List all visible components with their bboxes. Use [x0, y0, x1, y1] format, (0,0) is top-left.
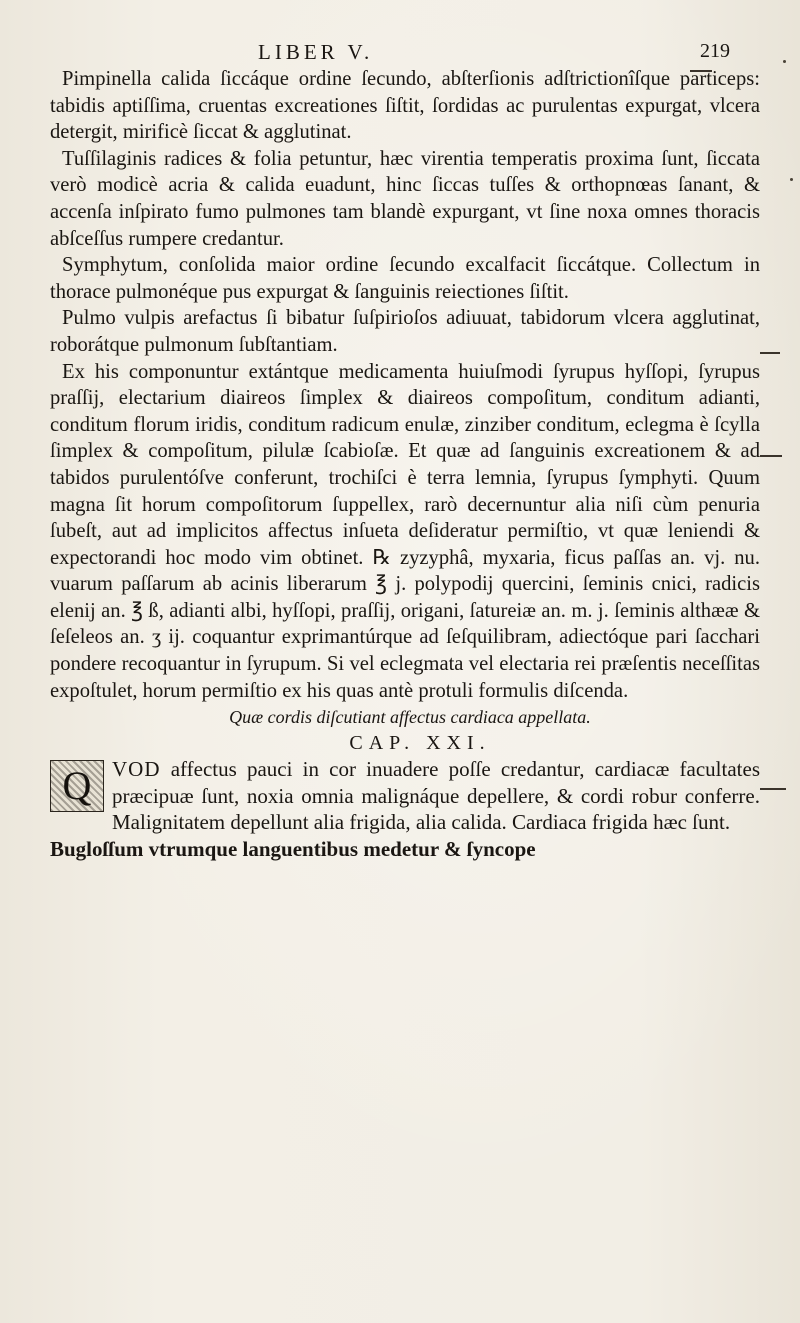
- running-head: [50, 40, 760, 64]
- paragraph-pulmo-vulpis: Pulmo vulpis arefactus ſi bibatur ſuſpirioſos adiuuat, tabidorum vlcera agglutinat, roborátque pulmonum ſubſtantiam.: [50, 307, 760, 356]
- opening-text: affectus pauci in cor inuadere poſſe credantur, cardiacæ facultates præcipuæ ſunt, noxia omnia malignáque depellere, & cordi robur conferre. Malignitatem depellunt alia frigida, alia calida. Cardiaca frigida hæc ſunt.: [112, 757, 760, 835]
- catchline-buglossum: Bugloſſum vtrumque languentibus medetur & ſyncope: [50, 836, 536, 861]
- chapter-subtitle: Quæ cordis diſcutiant affectus cardiaca appellata.: [229, 707, 591, 728]
- chapter-opening-paragraph: [50, 756, 760, 836]
- paragraph-tussilago: Tuſſilaginis radices & folia petuntur, hæc virentia temperatis proxima ſunt, ſiccata verò modicè acria & calida euadunt, hinc ſiccas tuſſes & orthopnœas ſanant, & accenſa inſpirato fumo pulmones tam blandè expurgant, vt ſine noxa omnes thoracis abſceſſus rumpere credantur.: [50, 147, 760, 250]
- drop-cap-letter: Q: [62, 763, 92, 809]
- margin-mark: [760, 455, 782, 457]
- chapter-heading: CAP. XXI.: [349, 732, 491, 755]
- paragraph-pimpinella: Pimpinella calida ſiccáque ordine ſecundo, abſterſionis adſtrictionîſque particeps: tabidis aptiſſima, cruentas excreationes ſiſtit, ſordidas ac purulentas expurgat, vlcera detergit, mirificè ſiccat & agglutinat.: [50, 68, 760, 144]
- drop-cap-initial: [50, 760, 104, 812]
- running-title: LIBER V.: [258, 40, 374, 64]
- paragraph-symphytum: Symphytum, conſolida maior ordine ſecundo excalfacit ſiccátque. Collectum in thorace pulmonéque pus expurgat & ſanguinis reiectiones ſiſtit.: [50, 254, 760, 303]
- stray-dot: [790, 178, 793, 181]
- page-number: 219: [700, 40, 730, 62]
- stray-dot: [783, 60, 786, 63]
- text-block: [50, 40, 760, 863]
- margin-mark: [760, 788, 786, 790]
- opening-lead-word: VOD: [112, 757, 161, 782]
- margin-mark: [760, 352, 780, 354]
- paragraph-compositions: Ex his componuntur extántque medicamenta huiuſmodi ſyrupus hyſſopi, ſyrupus praſſij, electarium diaireos ſimplex & diaireos compoſitum, conditum adianti, conditum florum iridis, conditum radicum enulæ, zinziber conditum, eclegma è ſcylla ſimplex & compoſitum, pilulæ ſcabioſæ. Et quæ ad ſanguinis excreationem & ad tabidos purulentóſve conferunt, trochiſci è terra lemnia, ſyrupus ſymphyti. Quum magna ſit horum compoſitorum ſuppellex, rarò decernuntur alia niſi cùm penuria ſubeſt, aut ad implicitos affectus inſueta deſideratur permiſtio, vt quæ leniendi & expectorandi hoc modo vim obtinet. ℞ zyzyphâ, myxaria, ficus paſſas an. vj. nu. vuarum paſſarum ab acinis liberarum ℥ j. polypodij quercini, ſeminis cnici, radicis elenij an. ℥ ß, adianti albi, hyſſopi, praſſij, origani, ſatureiæ an. m. j. ſeminis althææ & ſeſeleos an. ʒ ij. coquantur exprimantúrque ad ſeſquilibram, adiectóque pari ſacchari pondere recoquantur in ſyrupum. Si vel eclegmata vel electaria rei præſentis neceſſitas expoſtulet, horum permiſtio ex his quas antè protuli formulis diſcenda.: [50, 360, 760, 702]
